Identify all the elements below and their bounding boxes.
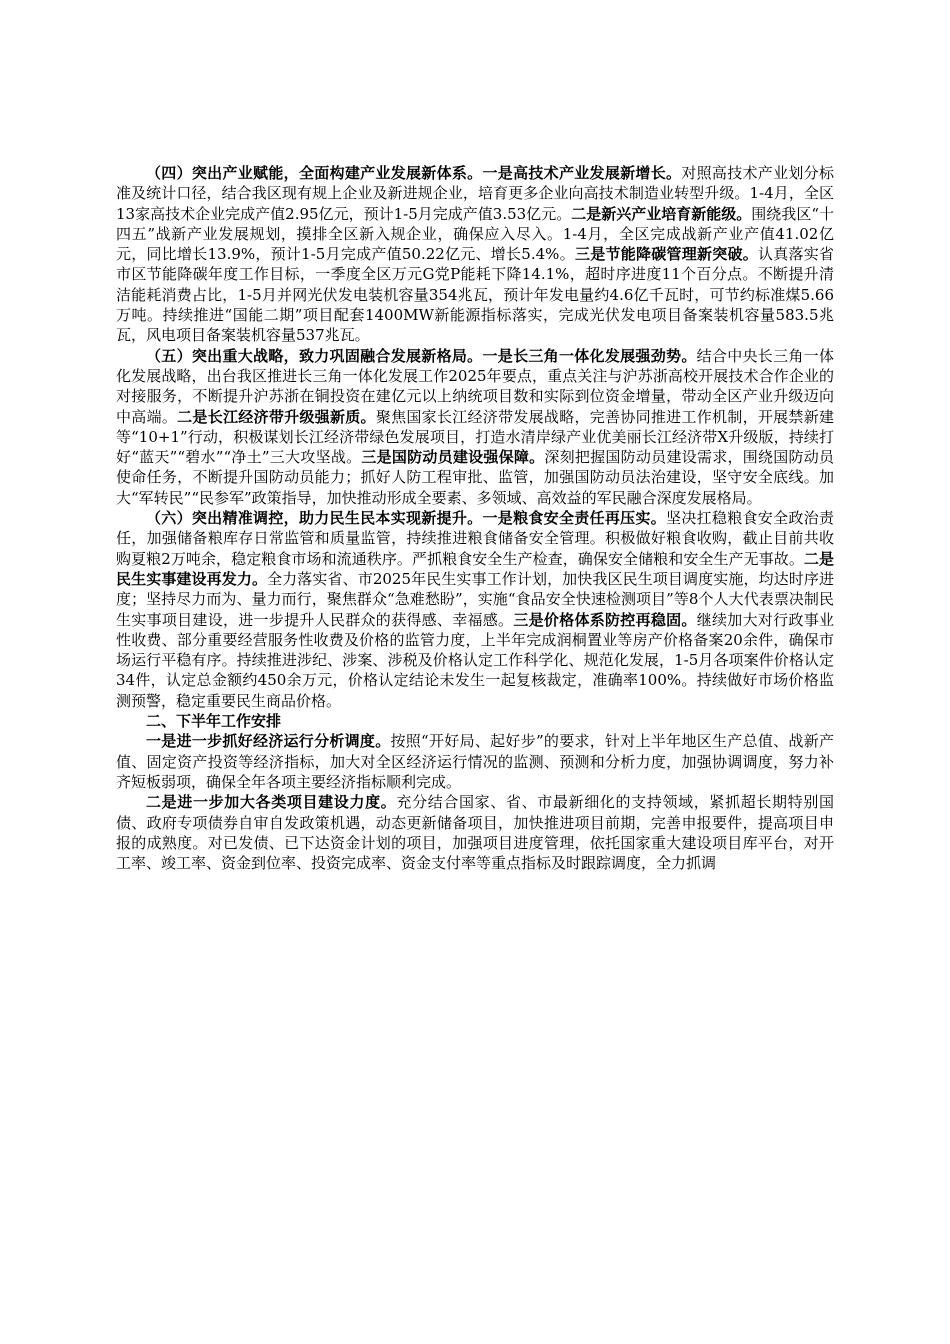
section-4-point-2-body: 围绕我区“十四五”战新产业发展规划，摸排全区新入规企业，确保应入尽入。1-4月，全区完成战新产业产值41.02亿元，同比增长13.9%，预计1-5月完成产值50.22亿元、增长5.4%。 [116,204,834,264]
part-2-item-2-body: 充分结合国家、省、市最新细化的支持领域，紧抓超长期特别国债、政府专项债券自审自发政策机遇，动态更新储备项目，加快推进项目前期，完善申报要件，提高项目申报的成熟度。对已发债、已下达资金计划的项目，加强项目进度管理，依托国家重大建设项目库平台，对开工率、竣工率、资金到位率、投资完成率、资金支付率等重点指标及时跟踪调度，全力抓调 [116,793,834,873]
section-6-point-2-body: 全力落实省、市2025年民生实事工作计划，加快我区民生项目调度实施，均达时序进度；坚持尽力而为、量力而行，聚焦群众“急难愁盼”，实施“食品安全快速检测项目”等8个人大代表票决制民生实事项目建设，进一步提升人民群众的获得感、幸福感。 [116,569,834,629]
part-2-item-2-title: 二是进一步加大各类项目建设力度。 [146,793,397,812]
section-4-point-3-body: 认真落实省市区节能降碳年度工作目标，一季度全区万元G党P能耗下降14.1%，超时序进度11个百分点。不断提升清洁能耗消费占比，1-5月并网光伏发电装机容量354兆瓦，预计年发电量约4.6亿千瓦时，可节约标准煤5.66万吨。持续推进“国能二期”项目配套1400MW新能源指标落实，完成光伏发电项目备案装机容量583.5兆瓦，风电项目备案装机容量537兆瓦。 [116,245,834,345]
section-6-point-3-title: 三是价格体系防控再稳固。 [513,610,697,629]
section-5-point-3-body: 深刻把握国防动员建设需求，围绕国防动员使命任务，不断提升国防动员能力；抓好人防工程审批、监管，加强国防动员法治建设，坚守安全底线。加大“军转民”“民参军”政策指导，加快推动形成全要素、多领域、高效益的军民融合深度发展格局。 [116,448,834,507]
section-4-point-1-body: 对照高技术产业划分标准及统计口径，结合我区现有规上企业及新进规企业，培育更多企业向高技术制造业转型升级。1-4月，全区13家高技术企业完成产值2.95亿元，预计1-5月完成产值3.53亿元。 [116,164,834,223]
section-6-point-2-title: 二是民生实事建设再发力。 [116,549,834,588]
section-6-point-3-body: 继续加大对行政事业性收费、部分重要经营服务性收费及价格的监管力度，上半年完成润桐置业等房产价格备案20余件，确保市场运行平稳有序。持续推进涉纪、涉案、涉税及价格认定工作科学化、规范化发展，1-5月各项案件价格认定34件，认定总金额约450余万元，价格认定结论未发生一起复核裁定，准确率100%。持续做好市场价格监测预警，稳定重要民生商品价格。 [116,610,834,710]
section-6-point-1-title: 一是粮食安全责任再压实。 [482,509,667,528]
part-2-item-1-title: 一是进一步抓好经济运行分析调度。 [146,732,391,751]
section-5-paragraph [116,346,834,508]
section-5-point-1-body: 结合中央长三角一体化发展战略，出台我区推进长三角一体化发展工作2025年要点，重点关注与沪苏浙高校开展技术合作企业的对接服务，不断提升沪苏浙在铜投资在建亿元以上纳统项目数和实际到位资金增量，带动全区产业升级迈向中高端。 [116,346,834,426]
section-5-point-3-title: 三是国防动员建设强保障。 [361,448,545,467]
section-4-paragraph [116,163,834,346]
part-2-item-2 [116,792,834,873]
section-5-heading: （五）突出重大战略，致力巩固融合发展新格局。 [146,346,483,365]
section-4-heading: （四）突出产业赋能，全面构建产业发展新体系。 [146,164,483,182]
section-6-heading: （六）突出精准调控，助力民生民本实现新提升。 [146,509,483,528]
section-6-point-1-body: 坚决扛稳粮食安全政治责任，加强储备粮库存日常监管和质量监管，持续推进粮食储备安全管理。积极做好粮食收购，截止目前共收购夏粮2万吨余，稳定粮食市场和流通秩序。严抓粮食安全生产检查，确保安全储粮和安全生产无事故。 [116,509,834,568]
part-2-item-1 [116,731,834,792]
section-4-point-3-title: 三是节能降碳管理新突破。 [574,245,758,264]
part-2-item-1-body: 按照“开好局、起好步”的要求，针对上半年地区生产总值、战新产值、固定资产投资等经济指标，加大对全区经济运行情况的监测、预测和分析力度，加强协调调度，努力补齐短板弱项，确保全年各项主要经济指标顺利完成。 [116,732,834,791]
section-5-point-1-title: 一是长三角一体化发展强劲势。 [482,346,697,365]
section-5-point-2-title: 二是长江经济带升级强新质。 [177,407,376,426]
section-5-point-2-body: 聚焦国家长江经济带发展战略，完善协同推进工作机制，开展禁新建等“10+1”行动，积极谋划长江经济带绿色发展项目，打造水清岸绿产业优美丽长江经济带X升级版，持续打好“蓝天”“碧水”“净土”三大攻坚战。 [116,407,834,467]
part-2-heading: 二、下半年工作安排 [146,712,282,731]
section-4-point-2-title: 二是新兴产业培育新能级。 [571,204,752,223]
document-page [116,163,834,873]
section-6-paragraph [116,508,834,711]
section-4-point-1-title: 一是高技术产业发展新增长。 [482,164,682,182]
